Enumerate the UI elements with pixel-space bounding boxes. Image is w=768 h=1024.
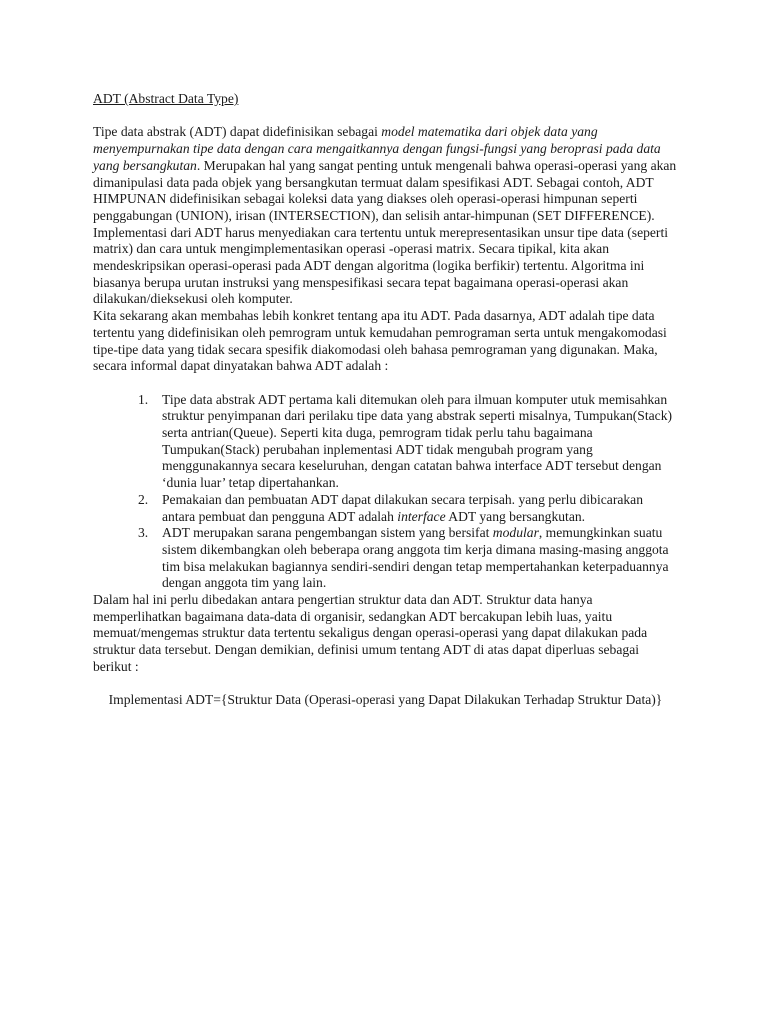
list-item-italic: modular [492,525,539,541]
intro-p1-text-a: Tipe data abstrak (ADT) dapat didefinisikan sebagai [93,124,382,140]
list-item [93,392,678,492]
closing-paragraph: Dalam hal ini perlu dibedakan antara pengertian struktur data dan ADT. Struktur data hanya memperlihatkan bagaimana data-data di organisir, sedangkan ADT bercakupan lebih luas, yaitu memuat/mengemas struktur data tertentu sekaligus dengan operasi-operasi yang dapat dilakukan pada struktur data tersebut. Dengan demikian, definisi umum tentang ADT di atas dapat diperluas sebagai berikut : [93,592,648,674]
intro-paragraph-3: Kita sekarang akan membahas lebih konkret tentang apa itu ADT. Pada dasarnya, ADT adalah tipe data tertentu yang didefinisikan oleh pemrogram untuk kemudahan pemrograman serta untuk mengakomodasi tipe-tipe data yang tidak secara spesifik diakomodasi oleh bahasa pemrograman yang digunakan. Maka, secara informal dapat dinyatakan bahwa ADT adalah : [93,308,667,374]
intro-paragraph-2: Implementasi dari ADT harus menyediakan cara tertentu untuk merepresentasikan unsur tipe data (seperti matrix) dan cara untuk mengimplementasikan operasi -operasi matrix. Secara tipikal, kita akan mendeskripsikan operasi-operasi pada ADT dengan algoritma (logika berfikir) tertentu. Algoritma ini biasanya berupa urutan instruksi yang menspesifikasi secara tepat bagaimana operasi-operasi akan dilakukan/dieksekusi oleh komputer. [93,224,669,307]
intro-p1-text-b: . Merupakan hal yang sangat penting untuk mengenali bahwa operasi-operasi yang akan dimanipulasi data pada objek yang bersangkutan termuat dalam spesifikasi ADT. Sebagai contoh, ADT HIMPUNAN didefinisikan sebagai koleksi data yang diakses oleh operasi-operasi himpunan seperti penggabungan (UNION), irisan (INTERSECTION), dan selisih antar-himpunan (SET DIFFERENCE). [93,157,677,223]
list-item-number: 2. [138,491,149,507]
list-item [93,492,678,525]
list-item [93,525,678,592]
numbered-list [93,392,678,592]
intro-p1-italic: model matematika dari objek data yang menyempurnakan tipe data dengan cara mengaitkannya dengan fungsi-fungsi yang beroprasi pada data yang bersangkutan [93,124,661,173]
list-item-italic: interface [397,508,446,524]
document-page [93,91,678,709]
list-item-text: Tipe data abstrak ADT pertama kali ditemukan oleh para ilmuan komputer utuk memisahkan struktur penyimpanan dari perilaku tipe data yang abstrak seperti misalnya, Tumpukan(Stack) serta antrian(Queue). Seperti kita duga, pemrogram tidak perlu tahu bagaimana Tumpukan(Stack) perubahan inplementasi ADT tidak mengubah program yang menggunakannya secara keseluruhan, dengan catatan bahwa interface ADT tersebut dengan ‘dunia luar’ tetap dipertahankan. [162,391,673,491]
list-item-number: 3. [138,525,149,541]
list-item-number: 1. [138,391,149,407]
adt-formula: Implementasi ADT={Struktur Data (Operasi-operasi yang Dapat Dilakukan Terhadap Struktur Data)} [108,692,663,708]
list-item-text-end: , memungkinkan suatu sistem dikembangkan oleh beberapa orang anggota tim kerja dimana masing-masing anggota tim bisa melakukan bagiannya sendiri-sendiri dengan tetap mempertahankan keterpaduannya dengan anggota tim yang lain. [162,525,669,591]
list-item-text: ADT merupakan sarana pengembangan sistem yang bersifat [162,525,493,541]
list-item-text-end: ADT yang bersangkutan. [445,508,586,524]
document-title: ADT (Abstract Data Type) [93,91,239,106]
list-item-text: Pemakaian dan pembuatan ADT dapat dilakukan secara terpisah. yang perlu dibicarakan antara pembuat dan pengguna ADT adalah [162,491,644,524]
intro-paragraph-1 [93,124,678,224]
